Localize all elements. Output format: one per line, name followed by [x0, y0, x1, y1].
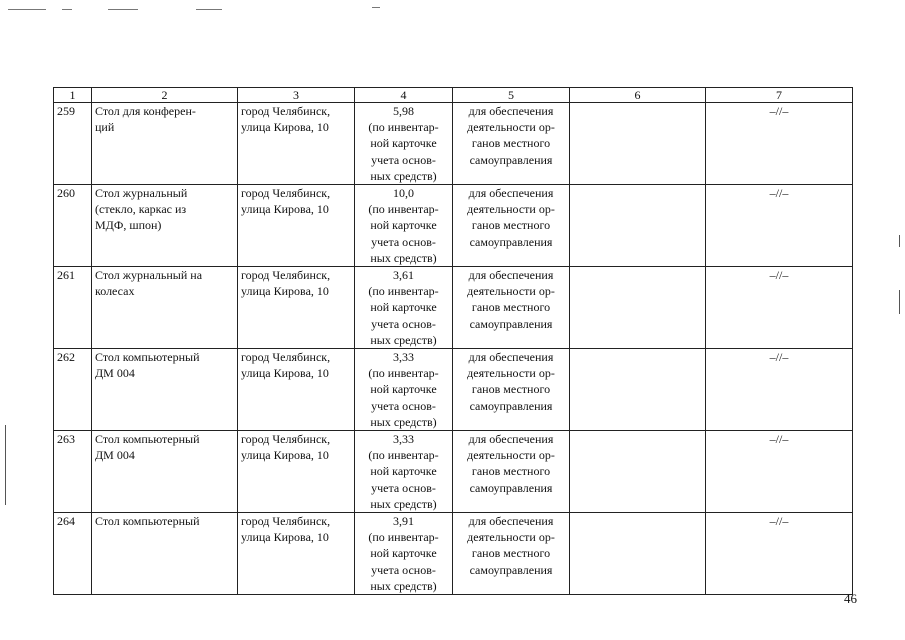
scan-artifact — [196, 9, 222, 10]
cell-text-line: (по инвентар- — [368, 448, 439, 463]
item-number-cell: 262 — [54, 349, 92, 431]
item-purpose-cell — [453, 349, 570, 431]
page-number: 46 — [844, 591, 857, 606]
cell-text-line: ганов местного — [471, 300, 551, 315]
item-name-cell — [92, 185, 238, 267]
cell-text-line: деятельности ор- — [467, 366, 555, 381]
item-number-cell: 259 — [54, 103, 92, 185]
item-address-cell — [238, 513, 355, 595]
table-row — [54, 103, 853, 185]
cell-text-line: ганов местного — [471, 136, 551, 151]
item-name-cell — [92, 103, 238, 185]
cell-text-line: самоуправления — [469, 398, 553, 413]
column-7-cell: –//– — [706, 513, 853, 595]
cell-text-line: ной карточке — [370, 382, 437, 397]
column-6-cell — [570, 103, 706, 185]
cell-text-line: 3,61 — [393, 268, 414, 283]
item-name-cell — [92, 431, 238, 513]
cell-text-line: ной карточке — [370, 136, 437, 151]
cell-text-line: 10,0 — [393, 186, 414, 201]
column-header: 5 — [453, 88, 570, 103]
cell-text-line: Стол компьютерный — [95, 514, 200, 529]
cell-text-line: для обеспечения — [468, 104, 554, 118]
cell-text-line: город Челябинск, — [241, 350, 331, 365]
scan-artifact — [5, 425, 6, 505]
cell-text-line: (по инвентар- — [368, 284, 439, 299]
cell-text-line: ной карточке — [370, 300, 437, 315]
column-header: 7 — [706, 88, 853, 103]
scan-artifact — [899, 235, 900, 247]
cell-text-line: учета основ- — [371, 316, 436, 331]
cell-text-line: ной карточке — [370, 464, 437, 479]
item-purpose-cell — [453, 103, 570, 185]
table-row — [54, 267, 853, 349]
item-address-cell — [238, 267, 355, 349]
cell-text-line: Стол компьютерный — [95, 350, 200, 365]
item-address-cell — [238, 185, 355, 267]
cell-text-line: Стол журнальный на — [95, 268, 203, 283]
cell-text-line: самоуправления — [469, 152, 553, 167]
cell-text-line: самоуправления — [469, 562, 553, 577]
scan-artifact — [372, 7, 380, 8]
column-6-cell — [570, 431, 706, 513]
cell-text-line: 3,33 — [393, 432, 414, 447]
column-header: 2 — [92, 88, 238, 103]
cell-text-line: 3,33 — [393, 350, 414, 365]
cell-text-line: МДФ, шпон) — [95, 218, 162, 233]
item-name-cell — [92, 513, 238, 595]
item-value-cell — [355, 513, 453, 595]
table-row — [54, 431, 853, 513]
column-header: 6 — [570, 88, 706, 103]
cell-text-line: улица Кирова, 10 — [241, 530, 329, 545]
cell-text-line: улица Кирова, 10 — [241, 448, 329, 463]
cell-text-line: деятельности ор- — [467, 448, 555, 463]
column-6-cell — [570, 185, 706, 267]
cell-text-line: самоуправления — [469, 316, 553, 331]
cell-text-line: 5,98 — [393, 104, 414, 118]
cell-text-line: улица Кирова, 10 — [241, 202, 329, 217]
cell-text-line: для обеспечения — [468, 432, 554, 447]
cell-text-line: город Челябинск, — [241, 432, 331, 447]
column-number-header-row — [54, 88, 853, 103]
cell-text-line: улица Кирова, 10 — [241, 120, 329, 135]
column-6-cell — [570, 267, 706, 349]
item-value-cell — [355, 349, 453, 431]
cell-text-line: учета основ- — [371, 562, 436, 577]
column-6-cell — [570, 349, 706, 431]
cell-text-line: (стекло, каркас из — [95, 202, 187, 217]
table-row — [54, 349, 853, 431]
cell-text-line: ных средств) — [370, 168, 437, 183]
cell-text-line: город Челябинск, — [241, 104, 331, 118]
item-number-cell: 263 — [54, 431, 92, 513]
item-number-cell: 260 — [54, 185, 92, 267]
item-address-cell — [238, 103, 355, 185]
cell-text-line: для обеспечения — [468, 514, 554, 529]
cell-text-line: для обеспечения — [468, 268, 554, 283]
cell-text-line: улица Кирова, 10 — [241, 284, 329, 299]
column-7-cell: –//– — [706, 103, 853, 185]
table-row — [54, 513, 853, 595]
cell-text-line: деятельности ор- — [467, 120, 555, 135]
cell-text-line: ных средств) — [370, 332, 437, 347]
item-value-cell — [355, 103, 453, 185]
cell-text-line: город Челябинск, — [241, 514, 331, 529]
cell-text-line: самоуправления — [469, 234, 553, 249]
cell-text-line: Стол компьютерный — [95, 432, 200, 447]
cell-text-line: для обеспечения — [468, 186, 554, 201]
cell-text-line: ных средств) — [370, 578, 437, 593]
item-purpose-cell — [453, 267, 570, 349]
scan-artifact — [108, 9, 138, 10]
column-6-cell — [570, 513, 706, 595]
item-name-cell — [92, 349, 238, 431]
cell-text-line: для обеспечения — [468, 350, 554, 365]
cell-text-line: Стол журнальный — [95, 186, 188, 201]
item-name-cell — [92, 267, 238, 349]
cell-text-line: деятельности ор- — [467, 530, 555, 545]
cell-text-line: город Челябинск, — [241, 268, 331, 283]
column-header: 4 — [355, 88, 453, 103]
scan-artifact — [62, 9, 72, 10]
cell-text-line: город Челябинск, — [241, 186, 331, 201]
cell-text-line: ных средств) — [370, 496, 437, 511]
cell-text-line: улица Кирова, 10 — [241, 366, 329, 381]
item-address-cell — [238, 431, 355, 513]
scan-artifact — [8, 9, 46, 10]
cell-text-line: 3,91 — [393, 514, 414, 529]
column-7-cell: –//– — [706, 185, 853, 267]
cell-text-line: ной карточке — [370, 218, 437, 233]
table-row — [54, 185, 853, 267]
table-body — [54, 88, 853, 595]
cell-text-line: ций — [95, 120, 115, 135]
cell-text-line: ных средств) — [370, 250, 437, 265]
cell-text-line: ных средств) — [370, 414, 437, 429]
cell-text-line: учета основ- — [371, 152, 436, 167]
item-number-cell: 264 — [54, 513, 92, 595]
cell-text-line: (по инвентар- — [368, 120, 439, 135]
cell-text-line: ганов местного — [471, 218, 551, 233]
item-purpose-cell — [453, 185, 570, 267]
cell-text-line: учета основ- — [371, 480, 436, 495]
cell-text-line: колесах — [95, 284, 135, 299]
item-purpose-cell — [453, 513, 570, 595]
cell-text-line: деятельности ор- — [467, 284, 555, 299]
cell-text-line: ДМ 004 — [95, 448, 135, 463]
item-value-cell — [355, 267, 453, 349]
column-7-cell: –//– — [706, 267, 853, 349]
cell-text-line: учета основ- — [371, 234, 436, 249]
cell-text-line: деятельности ор- — [467, 202, 555, 217]
cell-text-line: ганов местного — [471, 464, 551, 479]
property-register-table — [53, 87, 853, 595]
item-purpose-cell — [453, 431, 570, 513]
column-7-cell: –//– — [706, 431, 853, 513]
column-header: 3 — [238, 88, 355, 103]
cell-text-line: ной карточке — [370, 546, 437, 561]
item-number-cell: 261 — [54, 267, 92, 349]
cell-text-line: (по инвентар- — [368, 202, 439, 217]
column-header: 1 — [54, 88, 92, 103]
cell-text-line: самоуправления — [469, 480, 553, 495]
column-7-cell: –//– — [706, 349, 853, 431]
scan-artifact — [899, 290, 900, 314]
cell-text-line: (по инвентар- — [368, 530, 439, 545]
item-address-cell — [238, 349, 355, 431]
cell-text-line: ганов местного — [471, 382, 551, 397]
cell-text-line: ДМ 004 — [95, 366, 135, 381]
item-value-cell — [355, 431, 453, 513]
item-value-cell — [355, 185, 453, 267]
cell-text-line: ганов местного — [471, 546, 551, 561]
cell-text-line: Стол для конферен- — [95, 104, 196, 118]
cell-text-line: учета основ- — [371, 398, 436, 413]
cell-text-line: (по инвентар- — [368, 366, 439, 381]
